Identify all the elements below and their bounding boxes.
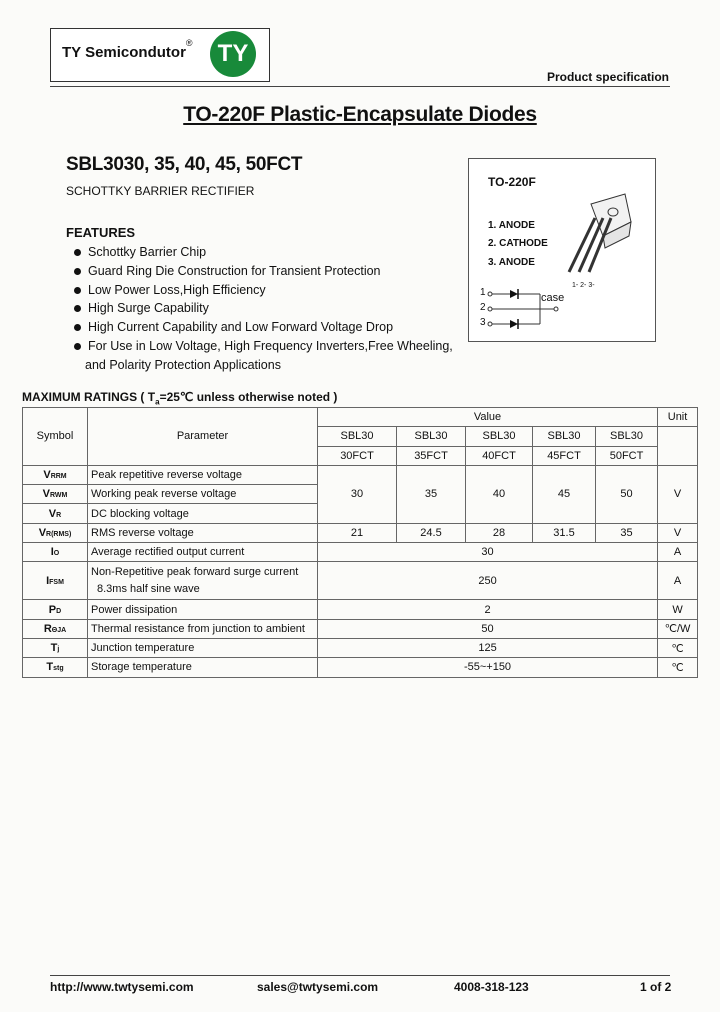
parameter-cell	[88, 562, 318, 600]
model-cell: 40FCT	[466, 446, 533, 465]
value-cell: 40	[466, 465, 533, 523]
feature-item: Guard Ring Die Construction for Transient Protection	[74, 262, 453, 281]
product-specification-label: Product specification	[546, 70, 669, 84]
symbol-sub: FSM	[49, 578, 64, 586]
registered-mark: ®	[185, 38, 193, 48]
header-value: Value	[318, 408, 658, 427]
symbol-text: V	[42, 488, 50, 501]
symbol-sub: RWM	[49, 492, 68, 500]
model-cell: 30FCT	[318, 446, 397, 465]
footer-phone: 4008-318-123	[454, 980, 529, 994]
table-header-row	[23, 408, 698, 427]
feature-item: High Surge Capability	[74, 299, 453, 318]
parameter-cell: Working peak reverse voltage	[88, 485, 318, 504]
value-cell: 2	[318, 600, 658, 619]
unit-cell: ℃	[658, 658, 698, 677]
features-heading: FEATURES	[66, 225, 136, 240]
symbol-sub: j	[57, 646, 60, 654]
device-subtitle: SCHOTTKY BARRIER RECTIFIER	[66, 184, 255, 198]
part-number: SBL3030, 35, 40, 45, 50FCT	[66, 154, 303, 175]
symbol-sub: R	[56, 511, 62, 519]
heading-text-pre: MAXIMUM RATINGS ( T	[22, 390, 156, 404]
symbol-text: R	[43, 622, 52, 635]
parameter-cell: Storage temperature	[88, 658, 318, 677]
heading-sub: a	[155, 397, 160, 407]
table-row	[23, 600, 698, 619]
maximum-ratings-heading	[22, 390, 337, 406]
unit-cell: ℃/W	[658, 619, 698, 638]
symbol-cell	[23, 504, 88, 523]
unit-cell: W	[658, 600, 698, 619]
table-row	[23, 465, 698, 484]
model-cell: SBL30	[466, 427, 533, 446]
parameter-line: Non-Repetitive peak forward surge current	[91, 566, 299, 579]
company-name-text: TY Semicondutor	[62, 44, 186, 61]
feature-item: High Current Capability and Low Forward Voltage Drop	[74, 318, 453, 337]
feature-item: Schottky Barrier Chip	[74, 243, 453, 262]
table-row	[23, 523, 698, 542]
to220f-package-icon	[555, 188, 645, 288]
model-cell: 50FCT	[596, 446, 658, 465]
symbol-cell	[23, 523, 88, 542]
header-parameter: Parameter	[88, 408, 318, 466]
case-label: case	[541, 292, 565, 304]
schematic-pin-1: 1	[480, 287, 486, 298]
symbol-cell	[23, 543, 88, 562]
unit-cell: ℃	[658, 638, 698, 657]
parameter-cell: Power dissipation	[88, 600, 318, 619]
value-cell: 21	[318, 523, 397, 542]
header-unit: Unit	[658, 408, 698, 427]
heading-text-post: =25℃ unless otherwise noted )	[159, 390, 338, 404]
document-title: TO-220F Plastic-Encapsulate Diodes	[183, 103, 537, 126]
symbol-text: V	[43, 469, 51, 482]
value-cell: 125	[318, 638, 658, 657]
value-cell: 30	[318, 465, 397, 523]
unit-header-blank	[658, 427, 698, 466]
lead-labels: 1- 2- 3-	[572, 282, 595, 289]
parameter-line: 8.3ms half sine wave	[97, 583, 200, 596]
table-row	[23, 658, 698, 677]
value-cell: 31.5	[533, 523, 596, 542]
symbol-cell	[23, 638, 88, 657]
value-cell: 35	[596, 523, 658, 542]
table-row	[23, 638, 698, 657]
model-cell: 45FCT	[533, 446, 596, 465]
symbol-sub: R(RMS)	[46, 530, 72, 538]
symbol-cell	[23, 465, 88, 484]
symbol-text: T	[50, 642, 58, 655]
page-number: 1 of 2	[640, 980, 672, 994]
model-cell: SBL30	[318, 427, 397, 446]
unit-cell: V	[658, 523, 698, 542]
symbol-text: I	[46, 574, 50, 587]
value-cell: 50	[318, 619, 658, 638]
value-cell: 250	[318, 562, 658, 600]
parameter-cell: Average rectified output current	[88, 543, 318, 562]
symbol-sub: D	[56, 607, 62, 615]
model-cell: 35FCT	[397, 446, 466, 465]
pin-2-label: 2. CATHODE	[488, 238, 548, 249]
symbol-cell	[23, 600, 88, 619]
maximum-ratings-table	[22, 407, 698, 678]
value-cell: 35	[397, 465, 466, 523]
parameter-cell: RMS reverse voltage	[88, 523, 318, 542]
footer-divider	[50, 975, 670, 976]
table-row	[23, 543, 698, 562]
symbol-cell	[23, 562, 88, 600]
header-divider	[50, 86, 670, 87]
symbol-sub: stg	[53, 665, 64, 673]
unit-cell: A	[658, 543, 698, 562]
footer-website-link[interactable]: http://www.twtysemi.com	[50, 980, 194, 994]
symbol-text: I	[50, 546, 54, 559]
schematic-pin-3: 3	[480, 317, 486, 328]
table-row	[23, 619, 698, 638]
parameter-cell: DC blocking voltage	[88, 504, 318, 523]
feature-item-continuation: and Polarity Protection Applications	[85, 357, 281, 372]
schematic-pin-2: 2	[480, 302, 486, 313]
value-cell: 30	[318, 543, 658, 562]
unit-cell: V	[658, 465, 698, 523]
symbol-text: V	[48, 507, 57, 520]
features-list	[74, 243, 453, 375]
package-name: TO-220F	[488, 175, 536, 189]
model-cell: SBL30	[533, 427, 596, 446]
value-cell: 50	[596, 465, 658, 523]
value-cell: -55~+150	[318, 658, 658, 677]
symbol-text: V	[38, 526, 47, 539]
symbol-cell	[23, 485, 88, 504]
parameter-cell: Junction temperature	[88, 638, 318, 657]
header-symbol: Symbol	[23, 408, 88, 466]
feature-item: Low Power Loss,High Efficiency	[74, 281, 453, 300]
symbol-cell	[23, 619, 88, 638]
ty-logo-icon: TY	[210, 31, 256, 77]
pin-1-label: 1. ANODE	[488, 220, 535, 231]
parameter-cell: Peak repetitive reverse voltage	[88, 465, 318, 484]
symbol-sub: ΘJA	[51, 626, 67, 634]
model-cell: SBL30	[596, 427, 658, 446]
feature-item: For Use in Low Voltage, High Frequency Inverters,Free Wheeling,	[74, 337, 453, 356]
table-row	[23, 562, 698, 600]
model-cell: SBL30	[397, 427, 466, 446]
value-cell: 45	[533, 465, 596, 523]
symbol-text: P	[48, 603, 57, 616]
symbol-text: T	[46, 661, 54, 674]
symbol-sub: O	[53, 550, 60, 558]
value-cell: 28	[466, 523, 533, 542]
pin-3-label: 3. ANODE	[488, 257, 535, 268]
symbol-sub: RRM	[50, 473, 67, 481]
symbol-cell	[23, 658, 88, 677]
company-name	[62, 38, 193, 61]
parameter-cell: Thermal resistance from junction to ambient	[88, 619, 318, 638]
footer-email-link[interactable]: sales@twtysemi.com	[257, 980, 379, 994]
unit-cell: A	[658, 562, 698, 600]
value-cell: 24.5	[397, 523, 466, 542]
